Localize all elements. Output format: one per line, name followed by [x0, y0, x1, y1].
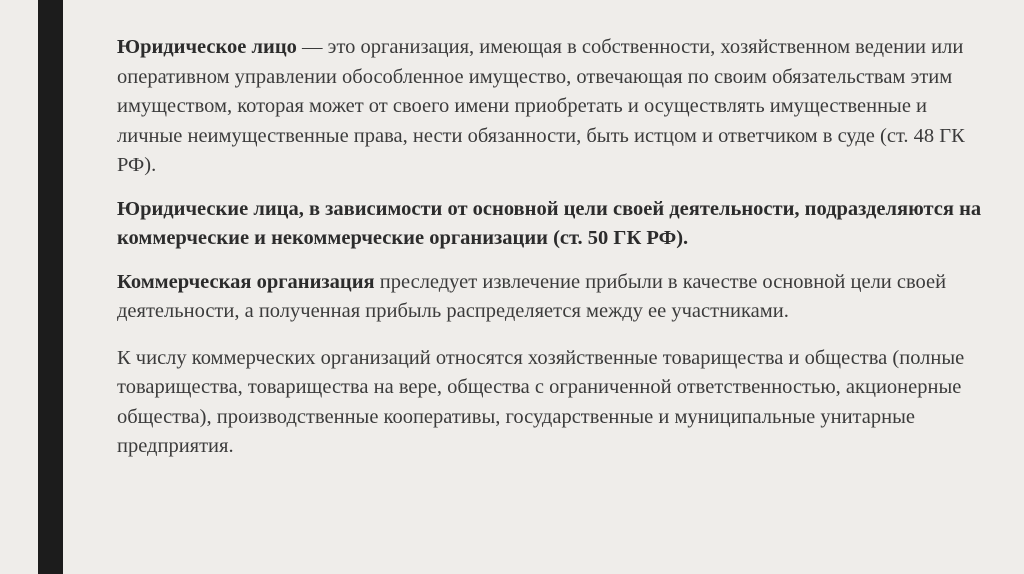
slide-content — [117, 33, 987, 462]
definition-text: — это организация, имеющая в собственности, хозяйственном ведении или оперативном управлении обособленное имущество, отвечающая по своим обязательствам этим имуществом, которая может от своего имени приобретать и осуществлять имущественные и личные неимущественные права, нести обязанности, быть истцом и ответчиком в суде (ст. 48 ГК РФ). — [117, 36, 965, 176]
paragraph-legal-entity-classification: Юридические лица, в зависимости от основной цели своей деятельности, подразделяются на коммерческие и некоммерческие организации (ст. 50 ГК РФ). — [117, 197, 982, 249]
paragraph-commercial-organization-types: К числу коммерческих организаций относятся хозяйственные товарищества и общества (полные товарищества, товарищества на вере, общества с ограниченной ответственностью, акционерные общества), производственные кооперативы, государственные и муниципальные унитарные предприятия. — [117, 346, 965, 457]
decorative-side-bar — [38, 0, 63, 574]
paragraph-commercial-organization — [117, 268, 987, 327]
term-legal-entity: Юридическое лицо — [117, 36, 297, 58]
commercial-organization-text: преследует извлечение прибыли в качестве основной цели своей деятельности, а полученная прибыль распределяется между ее участниками. — [117, 270, 947, 322]
paragraph-legal-entity-definition — [117, 33, 987, 181]
term-commercial-organization: Коммерческая организация — [117, 270, 375, 293]
